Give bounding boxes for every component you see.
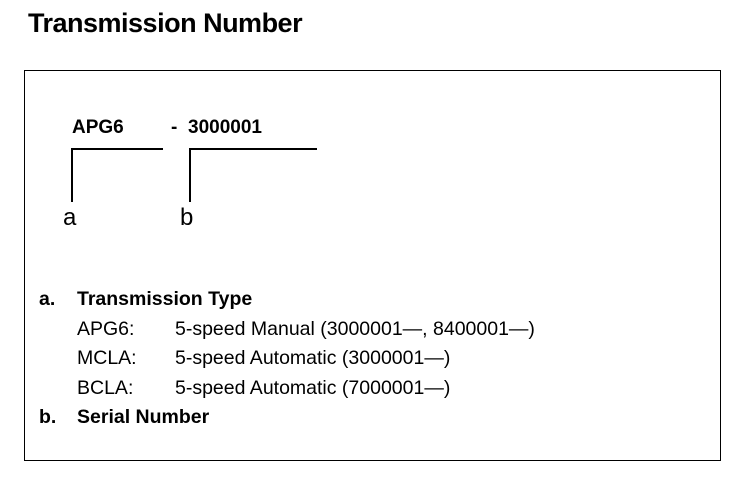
legend-item-b	[39, 403, 535, 433]
callout-b: b	[180, 204, 194, 231]
entry-description: 5-speed Manual (3000001—, 8400001—)	[175, 317, 535, 340]
bracket-b-horizontal	[189, 148, 317, 150]
legend-entry	[39, 344, 535, 374]
legend	[39, 285, 535, 433]
legend-entry	[39, 315, 535, 345]
entry-description: 5-speed Automatic (3000001—)	[175, 347, 451, 369]
bracket-a-vertical	[71, 148, 73, 202]
legend-heading-b: Serial Number	[77, 406, 210, 428]
entry-description: 5-speed Automatic (7000001—)	[175, 376, 451, 399]
legend-heading-a: Transmission Type	[77, 288, 253, 310]
entry-code: MCLA:	[77, 347, 137, 369]
bracket-a-horizontal	[71, 148, 163, 150]
legend-letter-a: a.	[39, 288, 56, 310]
entry-code: APG6:	[77, 317, 135, 340]
entry-code: BCLA:	[77, 376, 134, 399]
code-separator: -	[171, 117, 178, 138]
bracket-b-vertical	[189, 148, 191, 202]
code-serial: 3000001	[188, 117, 262, 138]
legend-item-a	[39, 285, 535, 315]
code-prefix: APG6	[72, 117, 124, 138]
page-title: Transmission Number	[28, 8, 303, 38]
callout-a: a	[63, 204, 77, 231]
legend-letter-b: b.	[39, 406, 57, 428]
transmission-number-panel	[24, 70, 721, 461]
legend-entry	[39, 374, 535, 404]
